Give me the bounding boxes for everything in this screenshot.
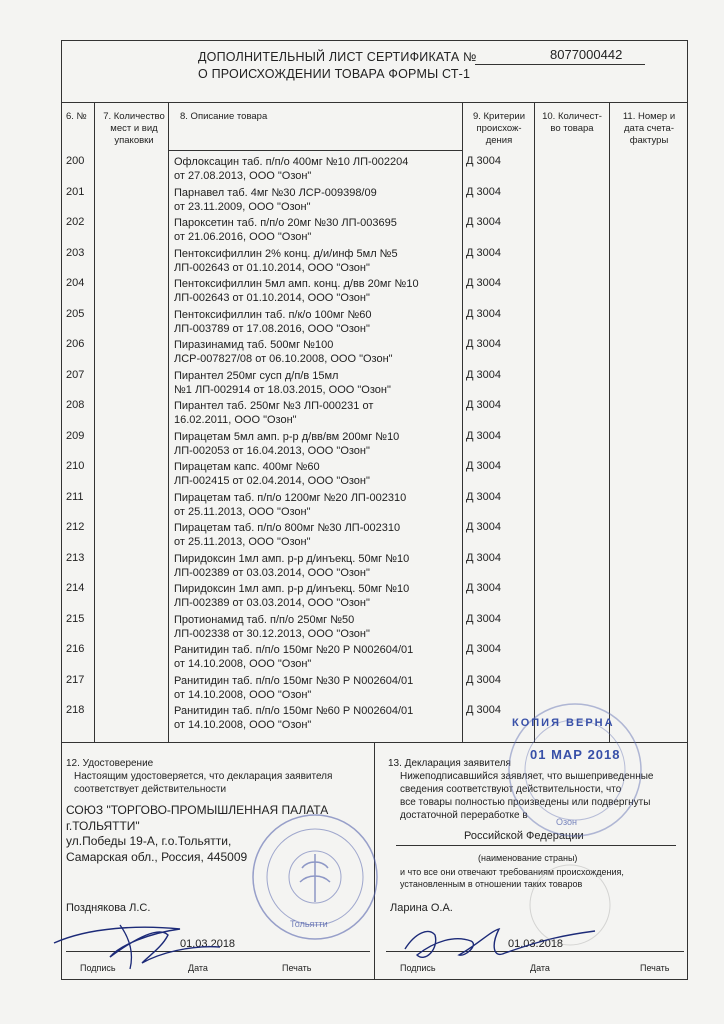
row-origin-criteria: Д 3004 <box>466 277 501 289</box>
row-description-l2: от 25.11.2013, ООО "Озон" <box>174 505 311 518</box>
row-number: 205 <box>66 307 85 320</box>
row-number: 210 <box>66 460 85 472</box>
row-description-l2: ЛП-002338 от 30.12.2013, ООО "Озон" <box>174 627 370 640</box>
row-number: 202 <box>66 216 85 228</box>
row-origin-criteria: Д 3004 <box>466 582 501 594</box>
row-origin-criteria: Д 3004 <box>466 246 501 259</box>
row-description-l2: от 23.11.2009, ООО "Озон" <box>174 200 311 213</box>
row-number: 212 <box>66 521 85 533</box>
row-description-l1: Пирацетам 5мл амп. р-р д/вв/вм 200мг №10 <box>174 430 400 443</box>
row-number: 209 <box>66 429 85 442</box>
col-header-7-l2: мест и вид <box>110 123 158 134</box>
org-line2: г.ТОЛЬЯТТИ" <box>66 818 140 833</box>
col-header-7-l1: 7. Количество <box>103 111 165 122</box>
row-description-l1: Пирацетам таб. п/п/о 800мг №30 ЛП-002310 <box>174 522 401 534</box>
row-number: 200 <box>66 155 85 167</box>
col-header-11-l2: дата счета- <box>623 123 675 134</box>
col-header-11-l3: фактуры <box>629 135 669 146</box>
row-description-l1: Пирацетам таб. п/п/о 1200мг №20 ЛП-002310 <box>174 491 407 504</box>
row-description-l1: Ранитидин таб. п/п/о 150мг №60 Р N002604/01 <box>174 705 414 717</box>
row-description-l1: Протионамид таб. п/п/о 250мг №50 <box>174 613 355 626</box>
col-header-10 <box>537 111 607 135</box>
col-header-9-l2: происхож- <box>476 123 522 134</box>
col-header-8: 8. Описание товара <box>180 111 268 122</box>
row-origin-criteria: Д 3004 <box>466 399 501 411</box>
row-origin-criteria: Д 3004 <box>466 216 501 228</box>
row-number: 215 <box>66 612 85 625</box>
section13-text-l3: все товары полностью произведены или подвергнуты <box>400 797 651 808</box>
row-number: 216 <box>66 643 85 655</box>
col-divider-7 <box>168 102 169 742</box>
col-divider-8 <box>462 102 463 742</box>
section13-country: Российской Федерации <box>464 830 584 842</box>
certificate-number: 8077000442 <box>550 47 623 62</box>
row-origin-criteria: Д 3004 <box>466 460 501 472</box>
section13-signer: Ларина О.А. <box>390 902 453 914</box>
row-description-l2: ЛП-002053 от 16.04.2013, ООО "Озон" <box>174 444 370 457</box>
section12-text-l2: соответствует действительности <box>74 784 227 795</box>
row-origin-criteria: Д 3004 <box>466 185 501 198</box>
section13-heading: 13. Декларация заявителя <box>388 758 511 769</box>
section13-country-line <box>396 845 676 846</box>
row-description-l1: Ранитидин таб. п/п/о 150мг №30 Р N002604/01 <box>174 674 414 687</box>
row-origin-criteria: Д 3004 <box>466 155 501 167</box>
copy-true-stamp: КОПИЯ ВЕРНА <box>512 717 615 729</box>
row-description-l2: от 25.11.2013, ООО "Озон" <box>174 536 311 548</box>
row-number: 208 <box>66 399 85 411</box>
row-number: 201 <box>66 185 85 198</box>
row-description-l1: Пароксетин таб. п/п/о 20мг №30 ЛП-003695 <box>174 217 397 229</box>
section13-label-sign: Подпись <box>400 963 436 973</box>
section13-date: 01.03.2018 <box>508 938 564 950</box>
org-line1: СОЮЗ "ТОРГОВО-ПРОМЫШЛЕННАЯ ПАЛАТА <box>66 803 329 817</box>
desc-header-line <box>168 150 462 151</box>
section12-text-l1: Настоящим удостоверяется, что декларация заявителя <box>74 771 333 782</box>
row-description-l2: от 14.10.2008, ООО "Озон" <box>174 688 312 701</box>
col-divider-9 <box>534 102 535 742</box>
col-header-9 <box>466 111 532 147</box>
row-description-l2: 16.02.2011, ООО "Озон" <box>174 414 297 426</box>
row-origin-criteria: Д 3004 <box>466 704 501 716</box>
table-top-border <box>61 102 688 103</box>
row-number: 203 <box>66 246 85 259</box>
header-title-line1: ДОПОЛНИТЕЛЬНЫЙ ЛИСТ СЕРТИФИКАТА № <box>198 50 477 64</box>
row-description-l2: №1 ЛП-002914 от 18.03.2015, ООО "Озон" <box>174 383 391 396</box>
row-description-l1: Пиридоксин 1мл амп. р-р д/инъекц. 50мг №10 <box>174 583 410 595</box>
org-line4: Самарская обл., Россия, 445009 <box>66 849 248 864</box>
row-origin-criteria: Д 3004 <box>466 643 501 655</box>
section13-text-l4: достаточной переработке в <box>400 810 528 821</box>
header-title-line2: О ПРОИСХОЖДЕНИИ ТОВАРА ФОРМЫ СТ-1 <box>198 67 471 81</box>
col-divider-10 <box>609 102 610 742</box>
row-description-l2: ЛСР-007827/08 от 06.10.2008, ООО "Озон" <box>174 353 393 365</box>
row-number: 204 <box>66 277 85 289</box>
row-description-l1: Пирацетам капс. 400мг №60 <box>174 461 320 473</box>
row-description-l1: Парнавел таб. 4мг №30 ЛСР-009398/09 <box>174 186 377 199</box>
row-origin-criteria: Д 3004 <box>466 551 501 564</box>
row-origin-criteria: Д 3004 <box>466 368 501 381</box>
row-description-l2: от 14.10.2008, ООО "Озон" <box>174 658 312 670</box>
col-header-7 <box>101 111 167 147</box>
row-description-l1: Пентоксифиллин 2% конц. д/и/инф 5мл №5 <box>174 247 398 260</box>
faded-seal-icon <box>510 860 630 950</box>
row-description-l2: от 27.08.2013, ООО "Озон" <box>174 170 312 182</box>
row-number: 218 <box>66 704 85 716</box>
certificate-number-underline <box>475 64 645 65</box>
section13-text-l1: Нижеподписавшийся заявляет, что вышеприведенные <box>400 771 654 782</box>
section13-text-l2: сведения соответствуют действительности, что <box>400 784 622 795</box>
company-seal-text: Озон <box>556 817 578 827</box>
row-description-l2: от 14.10.2008, ООО "Озон" <box>174 719 312 731</box>
col-header-10-l2: во товара <box>550 123 594 134</box>
row-description-l1: Пирантел таб. 250мг №3 ЛП-000231 от <box>174 400 374 412</box>
row-description-l1: Пиразинамид таб. 500мг №100 <box>174 339 334 351</box>
row-description-l2: ЛП-002643 от 01.10.2014, ООО "Озон" <box>174 292 370 304</box>
section13-country-caption: (наименование страны) <box>478 853 578 863</box>
row-description-l2: ЛП-002643 от 01.10.2014, ООО "Озон" <box>174 261 370 274</box>
section12-signer: Позднякова Л.С. <box>66 902 151 914</box>
row-origin-criteria: Д 3004 <box>466 521 501 533</box>
row-description-l1: Пентоксифиллин 5мл амп. конц. д/вв 20мг №10 <box>174 278 419 290</box>
row-origin-criteria: Д 3004 <box>466 429 501 442</box>
section13-label-seal: Печать <box>640 963 670 973</box>
section13-label-date: Дата <box>530 963 550 973</box>
col-header-6: 6. № <box>66 111 87 122</box>
row-description-l2: от 21.06.2016, ООО "Озон" <box>174 231 312 243</box>
section12-label-sign: Подпись <box>80 963 116 973</box>
section12-label-date: Дата <box>188 963 208 973</box>
section13-text-l6: установленным в отношении таких товаров <box>400 879 583 889</box>
section12-heading: 12. Удостоверение <box>66 758 154 769</box>
section12-label-seal: Печать <box>282 963 312 973</box>
section12-date: 01.03.2018 <box>180 938 236 950</box>
row-number: 213 <box>66 551 85 564</box>
row-description-l1: Пиридоксин 1мл амп. р-р д/инъекц. 50мг №10 <box>174 552 410 565</box>
col-header-11-l1: 11. Номер и <box>622 111 676 122</box>
col-header-10-l1: 10. Количест- <box>542 111 602 122</box>
row-number: 211 <box>66 490 84 503</box>
row-number: 214 <box>66 582 85 594</box>
col-header-11 <box>613 111 685 147</box>
row-number: 217 <box>66 673 85 686</box>
row-origin-criteria: Д 3004 <box>466 673 501 686</box>
row-description-l1: Пентоксифиллин таб. п/к/о 100мг №60 <box>174 308 372 321</box>
section13-text-l5: и что все они отвечают требованиям происхождения, <box>400 867 624 877</box>
row-origin-criteria: Д 3004 <box>466 612 501 625</box>
org-line3: ул.Победы 19-А, г.о.Тольятти, <box>66 834 232 848</box>
col-header-9-l3: дения <box>485 135 513 146</box>
row-description-l1: Ранитидин таб. п/п/о 150мг №20 Р N002604/01 <box>174 644 414 656</box>
col-header-9-l1: 9. Критерии <box>472 111 526 122</box>
row-origin-criteria: Д 3004 <box>466 307 501 320</box>
signature-left-icon <box>50 905 260 975</box>
row-origin-criteria: Д 3004 <box>466 490 501 503</box>
row-origin-criteria: Д 3004 <box>466 338 501 350</box>
row-description-l1: Офлоксацин таб. п/п/о 400мг №10 ЛП-002204 <box>174 156 409 168</box>
row-description-l2: ЛП-002415 от 02.04.2014, ООО "Озон" <box>174 475 370 487</box>
row-number: 207 <box>66 368 85 381</box>
col-header-7-l3: упаковки <box>114 135 154 146</box>
row-description-l2: ЛП-003789 от 17.08.2016, ООО "Озон" <box>174 322 370 335</box>
chamber-seal-text: Тольятти <box>290 919 328 929</box>
col-divider-6 <box>94 102 95 742</box>
row-description-l2: ЛП-002389 от 03.03.2014, ООО "Озон" <box>174 566 370 579</box>
row-description-l2: ЛП-002389 от 03.03.2014, ООО "Озон" <box>174 597 370 609</box>
row-description-l1: Пирантел 250мг сусп д/п/в 15мл <box>174 369 339 382</box>
stamp-date: 01 МАР 2018 <box>530 747 621 762</box>
row-number: 206 <box>66 338 85 350</box>
